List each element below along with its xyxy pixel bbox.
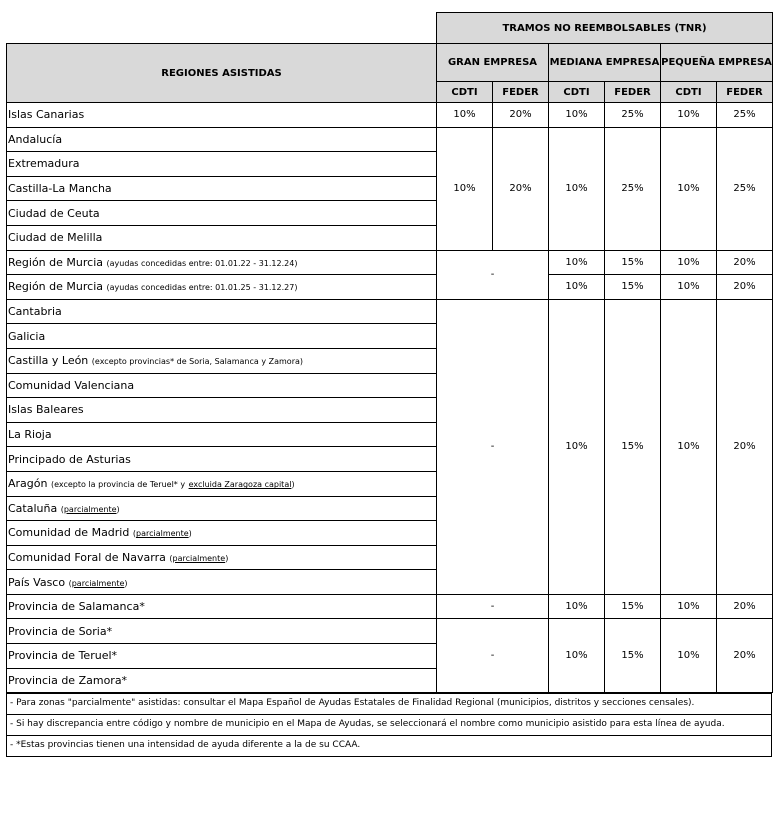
region-name: Comunidad de Madrid [8, 526, 130, 540]
paren-close: ) [188, 529, 192, 539]
value-cell: 10% [549, 619, 605, 693]
paren-open: ( [60, 504, 64, 514]
regiones-header: REGIONES ASISTIDAS [7, 44, 437, 103]
region-label: Provincia de Teruel* [7, 644, 437, 669]
value-cell: 25% [605, 103, 661, 128]
feder-header: FEDER [605, 82, 661, 103]
region-label: Castilla-La Mancha [7, 176, 437, 201]
value-cell: 10% [437, 103, 493, 128]
excluida-link: excluida Zaragoza capital [188, 480, 292, 490]
region-name: Cataluña [8, 501, 58, 515]
region-label: La Rioja [7, 422, 437, 447]
note-text: - Si hay discrepancia entre código y nombre de municipio en el Mapa de Ayudas, se seleccionará el nombre como municipio asistido para esta línea de ayuda. [7, 715, 771, 736]
region-label [7, 275, 437, 300]
region-label: Galicia [7, 324, 437, 349]
paren-close: ) [116, 504, 120, 514]
value-cell: 10% [549, 250, 605, 275]
value-cell: 10% [661, 299, 717, 594]
value-cell: 10% [549, 275, 605, 300]
table-row [7, 250, 773, 275]
value-cell: 20% [493, 103, 549, 128]
value-cell: 10% [549, 299, 605, 594]
region-label [7, 471, 437, 496]
value-cell: 10% [661, 103, 717, 128]
region-name: Aragón [8, 477, 48, 491]
region-label: Extremadura [7, 152, 437, 177]
tnr-header: TRAMOS NO REEMBOLSABLES (TNR) [437, 13, 773, 44]
notes-box [6, 693, 772, 757]
value-cell: 10% [437, 127, 493, 250]
table-row [7, 127, 773, 152]
value-cell: 25% [605, 127, 661, 250]
cdti-header: CDTI [437, 82, 493, 103]
cdti-header: CDTI [549, 82, 605, 103]
paren-close: ) [124, 578, 128, 588]
note-text: - *Estas provincias tienen una intensidad de ayuda diferente a la de su CCAA. [10, 740, 361, 750]
paren-close: ) [225, 553, 229, 563]
region-note: (ayudas concedidas entre: 01.01.22 - 31.12.24) [106, 258, 298, 268]
region-label: Islas Canarias [7, 103, 437, 128]
region-label: Ciudad de Melilla [7, 225, 437, 250]
table-row [7, 594, 773, 619]
region-label: Comunidad Valenciana [7, 373, 437, 398]
value-cell: 15% [605, 299, 661, 594]
region-label: Ciudad de Ceuta [7, 201, 437, 226]
region-name: País Vasco [8, 575, 66, 589]
region-label: Provincia de Zamora* [7, 668, 437, 693]
dash-cell: - [437, 594, 549, 619]
region-label: Cantabria [7, 299, 437, 324]
value-cell: 10% [661, 619, 717, 693]
parcialmente-link: parcialmente [63, 504, 117, 514]
pequena-empresa-header: PEQUEÑA EMPRESA [661, 44, 773, 82]
value-cell: 10% [661, 127, 717, 250]
value-cell: 20% [717, 250, 773, 275]
value-cell: 15% [605, 619, 661, 693]
region-note: (ayudas concedidas entre: 01.01.25 - 31.12.27) [106, 283, 298, 293]
region-label [7, 496, 437, 521]
empty-corner [7, 13, 437, 44]
parcialmente-link: parcialmente [135, 529, 189, 539]
region-name: Región de Murcia [8, 280, 103, 294]
region-label [7, 250, 437, 275]
value-cell: 25% [717, 103, 773, 128]
region-name: Castilla y León [8, 354, 89, 368]
value-cell: 20% [717, 275, 773, 300]
value-cell: 10% [549, 594, 605, 619]
region-label: Provincia de Soria* [7, 619, 437, 644]
parcialmente-link: parcialmente [71, 578, 125, 588]
value-cell: 10% [661, 275, 717, 300]
value-cell: 10% [661, 594, 717, 619]
paren-close: ) [291, 480, 295, 490]
value-cell: 15% [605, 250, 661, 275]
value-cell: 15% [605, 275, 661, 300]
region-note: (excepto provincias* de Soria, Salamanca y Zamora) [91, 357, 304, 367]
feder-header: FEDER [493, 82, 549, 103]
table-row [7, 619, 773, 644]
value-cell: 10% [549, 103, 605, 128]
region-label: Provincia de Salamanca* [7, 594, 437, 619]
value-cell: 20% [717, 594, 773, 619]
dash-cell: - [437, 250, 549, 299]
value-cell: 25% [717, 127, 773, 250]
region-name: Comunidad Foral de Navarra [8, 550, 166, 564]
note-text: - Para zonas "parcialmente" asistidas: consultar el Mapa Español de Ayudas Estatales de Finalidad Regional (municipios, distritos y secciones censales). [7, 694, 771, 715]
value-cell: 20% [717, 619, 773, 693]
value-cell: 15% [605, 594, 661, 619]
value-cell: 20% [717, 299, 773, 594]
region-label [7, 348, 437, 373]
mediana-empresa-header: MEDIANA EMPRESA [549, 44, 661, 82]
paren-open: ( [169, 553, 173, 563]
region-label: Andalucía [7, 127, 437, 152]
region-label: Principado de Asturias [7, 447, 437, 472]
value-cell: 10% [549, 127, 605, 250]
gran-empresa-header: GRAN EMPRESA [437, 44, 549, 82]
paren-open: ( [68, 578, 72, 588]
cdti-header: CDTI [661, 82, 717, 103]
region-name: Región de Murcia [8, 255, 103, 269]
feder-header: FEDER [717, 82, 773, 103]
table-row [7, 275, 773, 300]
value-cell: 10% [661, 250, 717, 275]
region-label [7, 521, 437, 546]
dash-cell: - [437, 619, 549, 693]
table-row [7, 103, 773, 128]
region-label [7, 545, 437, 570]
value-cell: 20% [493, 127, 549, 250]
region-label [7, 570, 437, 595]
aid-intensity-table [6, 12, 773, 693]
table-row [7, 299, 773, 324]
paren-open: ( [132, 529, 136, 539]
region-label: Islas Baleares [7, 398, 437, 423]
parcialmente-link: parcialmente [172, 553, 226, 563]
dash-cell: - [437, 299, 549, 594]
region-note: (excepto la provincia de Teruel* y [50, 480, 186, 490]
